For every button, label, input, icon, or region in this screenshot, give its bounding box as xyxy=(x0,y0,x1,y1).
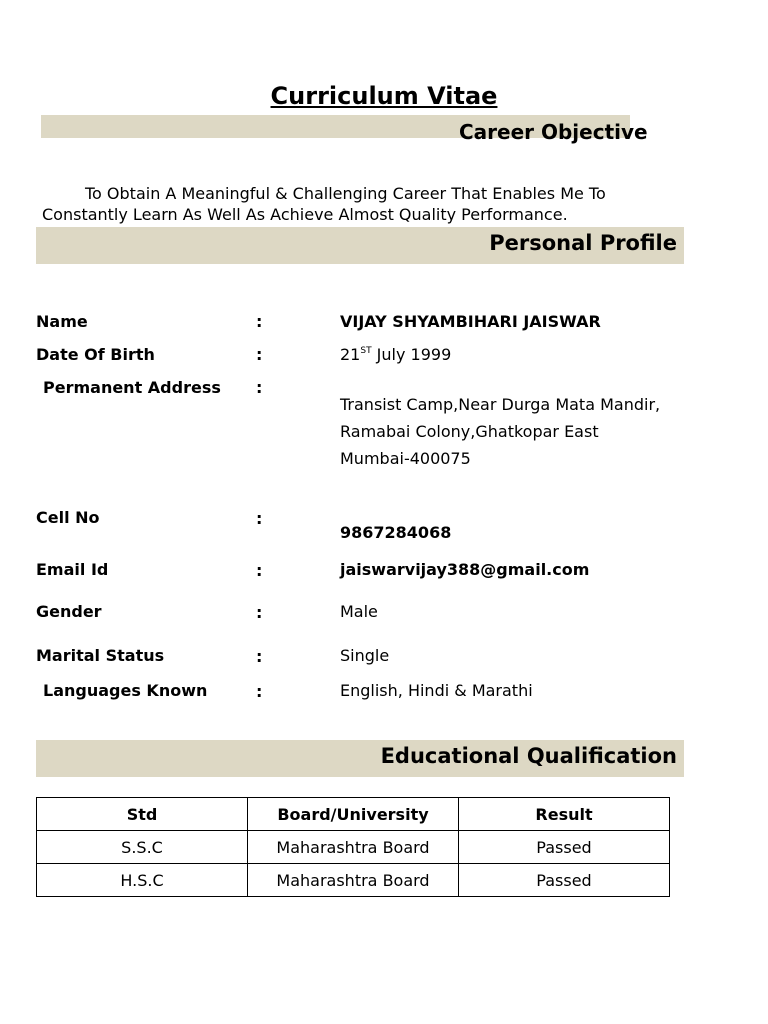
name-value: VIJAY SHYAMBIHARI JAISWAR xyxy=(340,312,601,331)
address-value xyxy=(340,391,660,472)
dob-suffix: ST xyxy=(360,346,372,356)
address-line: Mumbai-400075 xyxy=(340,449,471,468)
header-result: Result xyxy=(459,798,670,831)
cell-colon: : xyxy=(256,509,263,528)
dob-label: Date Of Birth xyxy=(36,345,155,364)
personal-profile-band xyxy=(36,227,684,264)
email-value: jaiswarvijay388@gmail.com xyxy=(340,560,590,579)
marital-label: Marital Status xyxy=(36,646,165,665)
gender-colon: : xyxy=(256,603,263,622)
languages-label: Languages Known xyxy=(43,681,208,700)
address-label: Permanent Address xyxy=(43,378,221,397)
header-board: Board/University xyxy=(248,798,459,831)
objective-line-2: Constantly Learn As Well As Achieve Almost Quality Performance. xyxy=(42,205,568,224)
objective-line-1: To Obtain A Meaningful & Challenging Career That Enables Me To xyxy=(85,184,606,203)
cell-board: Maharashtra Board xyxy=(248,864,459,897)
dob-month-year: July 1999 xyxy=(371,345,452,364)
gender-value: Male xyxy=(340,602,378,621)
dob-colon: : xyxy=(256,345,263,364)
career-objective-text xyxy=(42,183,692,225)
marital-colon: : xyxy=(256,647,263,666)
education-table xyxy=(36,797,670,897)
cell-label: Cell No xyxy=(36,508,100,527)
marital-value: Single xyxy=(340,646,390,665)
dob-value xyxy=(340,345,451,365)
languages-value: English, Hindi & Marathi xyxy=(340,681,533,700)
cell-value: 9867284068 xyxy=(340,523,452,542)
table-row xyxy=(37,831,670,864)
address-colon: : xyxy=(256,378,263,397)
header-std: Std xyxy=(37,798,248,831)
gender-label: Gender xyxy=(36,602,102,621)
email-label: Email Id xyxy=(36,560,109,579)
address-line: Transist Camp,Near Durga Mata Mandir, xyxy=(340,395,661,414)
cell-board: Maharashtra Board xyxy=(248,831,459,864)
career-objective-heading: Career Objective xyxy=(459,120,648,144)
table-row xyxy=(37,864,670,897)
cell-result: Passed xyxy=(459,831,670,864)
address-line: Ramabai Colony,Ghatkopar East xyxy=(340,422,599,441)
document-title: Curriculum Vitae xyxy=(270,82,498,110)
table-header-row xyxy=(37,798,670,831)
email-colon: : xyxy=(256,561,263,580)
cell-result: Passed xyxy=(459,864,670,897)
name-label: Name xyxy=(36,312,88,331)
education-band xyxy=(36,740,684,777)
name-colon: : xyxy=(256,312,263,331)
languages-colon: : xyxy=(256,682,263,701)
education-heading: Educational Qualification xyxy=(380,744,677,768)
cell-std: H.S.C xyxy=(37,864,248,897)
cell-std: S.S.C xyxy=(37,831,248,864)
dob-day: 21 xyxy=(340,345,361,364)
personal-profile-heading: Personal Profile xyxy=(489,231,677,255)
